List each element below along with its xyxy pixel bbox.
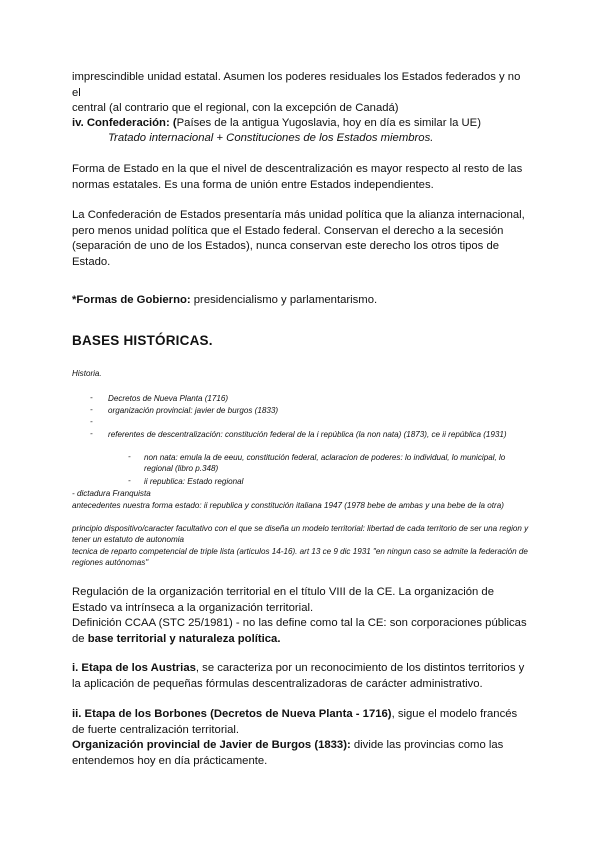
note-line-1: - dictadura Franquista bbox=[72, 489, 151, 498]
subbullet-dash: - bbox=[128, 452, 131, 461]
confederation-paragraph-1: Forma de Estado en la que el nivel de descentralización es mayor respecto al resto de las normas estatales. Es una forma de unión entre Estados independientes. bbox=[72, 163, 523, 191]
borbones-label: ii. Etapa de los Borbones (Decretos de Nueva Planta - 1716) bbox=[72, 708, 392, 720]
regulacion-line-2-bold: base territorial y naturaleza política. bbox=[87, 632, 281, 645]
austrias-text: , se caracteriza por un reconocimiento de los distintos territorios y la aplicación de pequeñas fórmulas descentralizadoras de carácter administrativo. bbox=[72, 662, 525, 690]
note-bullet-2: organización provincial: javier de burgos (1833) bbox=[108, 406, 279, 415]
section-heading-bases-historicas: BASES HISTÓRICAS. bbox=[72, 333, 213, 348]
confederation-paragraph-2: La Confederación de Estados presentaría más unidad política que la alianza internacional, pero menos unidad política que el Estado federal. Conservan el derecho a la secesión (separación de uno de los Estados), nunca conservan este derecho los otros tipos de Estado. bbox=[72, 209, 525, 268]
regulacion-line-2: Definición CCAA (STC 25/1981) - no las define como tal la CE: son corporaciones públicas de bbox=[72, 617, 527, 645]
historia-label: Historia. bbox=[72, 369, 102, 378]
forms-of-government-text: presidencialismo y parlamentarismo. bbox=[190, 294, 378, 306]
borbones-paragraph bbox=[72, 707, 532, 769]
organizacion-provincial-label: Organización provincial de Javier de Burgos (1833): bbox=[72, 739, 351, 751]
bullet-dash: - bbox=[90, 393, 93, 402]
bullet-dash: - bbox=[90, 405, 93, 414]
note-subbullet-2: ii republica: Estado regional bbox=[144, 477, 244, 486]
confederation-heading-bold: iv. Confederación: ( bbox=[72, 117, 177, 129]
subbullet-dash: - bbox=[128, 476, 131, 485]
note-line-4: tecnica de reparto competencial de triple lista (articulos 14-16). art 13 ce 9 dic 1931 "en ningun caso se admite la federación de regiones autónomas" bbox=[72, 547, 528, 568]
bullet-dash: - bbox=[90, 429, 93, 438]
confederation-intro: imprescindible unidad estatal. Asumen los poderes residuales los Estados federados y no el central (al contrario que el regional, con la excepción de Canadá) bbox=[72, 71, 521, 114]
regulacion-line-1: Regulación de la organización territorial en el título VIII de la CE. La organización de Estado va intrínseca a la organización territorial. bbox=[72, 586, 495, 614]
organizacion-provincial-text: divide las provincias como las entendemos hoy en día prácticamente. bbox=[72, 739, 504, 767]
confederation-subtitle: Tratado internacional + Constituciones de los Estados miembros. bbox=[108, 132, 434, 144]
forms-of-government bbox=[72, 293, 532, 309]
austrias-label: i. Etapa de los Austrias bbox=[72, 662, 196, 674]
bullet-dash: - bbox=[90, 417, 93, 426]
borbones-text: , sigue el modelo francés de fuerte centralización territorial. bbox=[72, 708, 518, 736]
note-bullet-1: Decretos de Nueva Planta (1716) bbox=[108, 394, 229, 403]
note-subbullet-1: non nata: emula la de eeuu, constitución federal, aclaracion de poderes: lo individual, lo municipal, lo regional (libro p.348) bbox=[144, 453, 506, 474]
confederation-heading-rest: Países de la antigua Yugoslavia, hoy en día es similar la UE) bbox=[176, 117, 481, 129]
confederation-heading bbox=[72, 116, 532, 132]
austrias-paragraph bbox=[72, 661, 532, 692]
forms-of-government-label: *Formas de Gobierno: bbox=[72, 294, 191, 306]
regulacion-paragraph bbox=[72, 585, 532, 647]
note-bullet-4: referentes de descentralización: constitución federal de la i república (la non nata) (1873), ce ii república (1931) bbox=[108, 430, 507, 439]
note-line-2: antecedentes nuestra forma estado: ii republica y constitución italiana 1947 (1978 bebe de ambas y una bebe de la otra) bbox=[72, 501, 504, 510]
note-line-3: principio dispositivo/caracter facultativo con el que se diseña un modelo territorial: libertad de cada territorio de ser una region y tener un estatuto de autonomia bbox=[72, 524, 529, 545]
